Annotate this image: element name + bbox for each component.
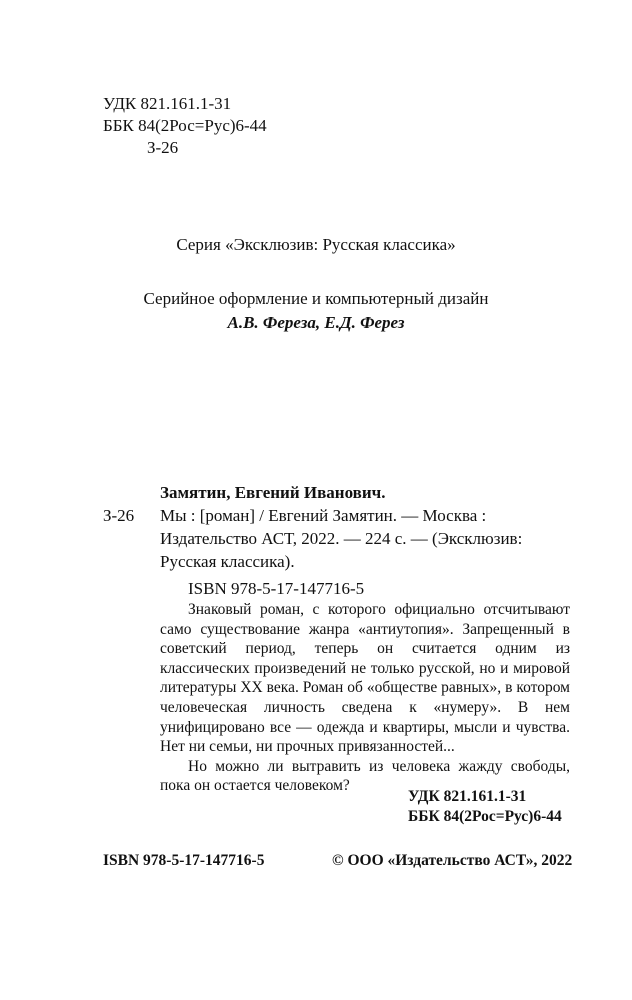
copyright: © ООО «Издательство АСТ», 2022 <box>332 852 573 869</box>
designers-names: А.В. Фереза, Е.Д. Ферез <box>227 313 405 332</box>
series-line: Серия «Эксклюзив: Русская классика» <box>176 235 456 254</box>
bbk-line: ББК 84(2Рос=Рус)6-44 <box>103 116 267 135</box>
description-line: Русская классика). <box>160 552 295 571</box>
annotation-paragraph: Знаковый роман, с которого официально отсчитывают само существование жанра «антиутопия». Запрещенный в советский период, теперь он считается одним из классических произведений не только русской, но и мировой литературы XX века. Роман об «обществе равных», в котором человеческая личность сведена к «нумеру». В нем унифицировано все — одежда и квартиры, мысли и чувства. Нет ни семьи, ни прочных привязанностей... <box>160 601 570 756</box>
bibliographic-description <box>160 504 570 573</box>
bbk-code: ББК 84(2Рос=Рус)6-44 <box>408 808 562 825</box>
design-credit-line: Серийное оформление и компьютерный дизайн <box>143 289 489 308</box>
author-heading: Замятин, Евгений Иванович. <box>160 483 386 502</box>
description-line: Издательство АСТ, 2022. — 224 с. — (Эксклюзив: <box>160 529 523 548</box>
udk-code: УДК 821.161.1-31 <box>408 788 527 805</box>
description-line: Мы : [роман] / Евгений Замятин. — Москва : <box>160 506 487 525</box>
author-mark: З-26 <box>147 138 179 157</box>
catalog-author-mark: З-26 <box>103 506 135 525</box>
annotation-paragraph: Но можно ли вытравить из человека жажду свободы, пока он остается человеком? <box>160 757 570 795</box>
udk-line: УДК 821.161.1-31 <box>103 94 232 113</box>
annotation <box>160 600 570 796</box>
catalog-isbn: ISBN 978-5-17-147716-5 <box>188 579 365 598</box>
footer-isbn: ISBN 978-5-17-147716-5 <box>103 852 265 869</box>
